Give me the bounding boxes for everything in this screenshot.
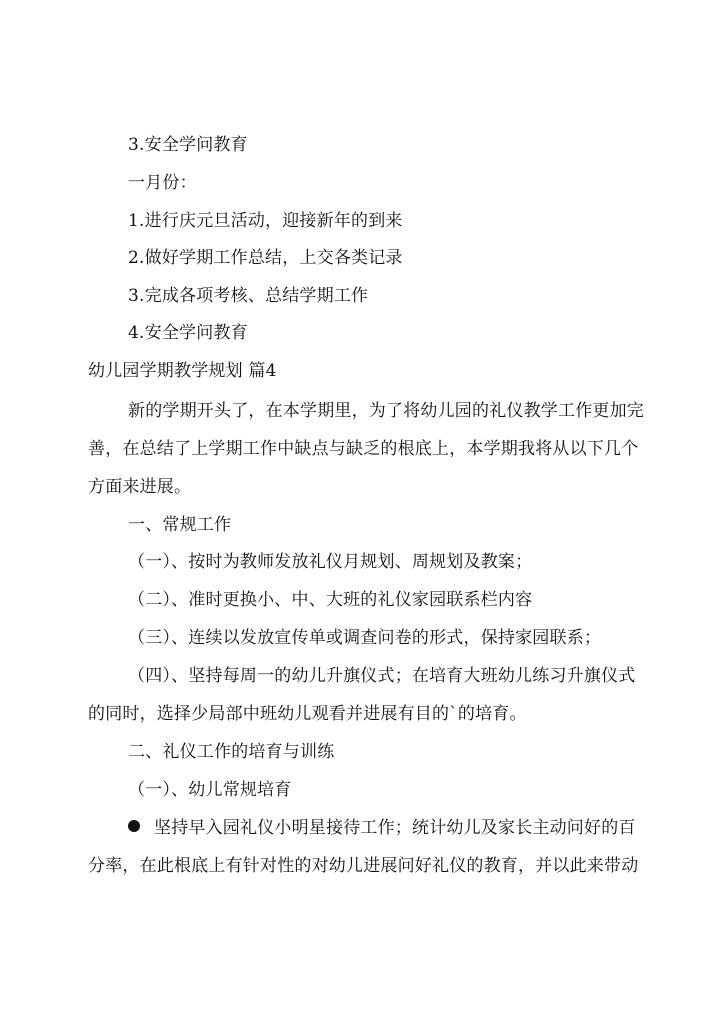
paragraph-line: 新的学期开头了，在本学期里，为了将幼儿园的礼仪教学工作更加完	[128, 401, 644, 421]
list-item: 4.安全学问教育	[128, 323, 248, 343]
list-item: （三）、连续以发放宣传单或调查问卷的形式，保持家园联系；	[128, 628, 602, 648]
subsection-heading: 一、常规工作	[128, 515, 232, 535]
list-item: 2.做好学期工作总结，上交各类记录	[128, 248, 403, 268]
list-item: （一）、按时为教师发放礼仪月规划、周规划及教案；	[128, 552, 533, 572]
paragraph-line: 善，在总结了上学期工作中缺点与缺乏的根底上，本学期我将从以下几个	[88, 439, 639, 459]
month-heading: 一月份：	[128, 173, 197, 193]
paragraph-line: 方面来进展。	[88, 477, 192, 497]
subsection-heading: 二、礼仪工作的培育与训练	[128, 742, 335, 762]
section-title: 幼儿园学期教学规划 篇4	[88, 361, 277, 381]
bullet-paragraph	[128, 816, 636, 840]
list-item: （一）、幼儿常规培育	[128, 780, 292, 800]
bullet-icon	[128, 820, 140, 832]
paragraph-line: （四）、坚持每周一的幼儿升旗仪式；在培育大班幼儿练习升旗仪式	[128, 666, 636, 686]
paragraph-line: 分率，在此根底上有针对性的对幼儿进展问好礼仪的教育，并以此来带动	[88, 856, 639, 876]
list-item: 3.完成各项考核、总结学期工作	[128, 286, 369, 306]
list-item: 3.安全学问教育	[128, 135, 248, 155]
list-item: （二）、准时更换小、中、大班的礼仪家园联系栏内容	[128, 590, 533, 610]
list-item: 1.进行庆元旦活动，迎接新年的到来	[128, 211, 403, 231]
bullet-text: 坚持早入园礼仪小明星接待工作；统计幼儿及家长主动问好的百	[154, 818, 636, 838]
paragraph-line: 的同时，选择少局部中班幼儿观看并进展有目的`的培育。	[88, 704, 527, 724]
